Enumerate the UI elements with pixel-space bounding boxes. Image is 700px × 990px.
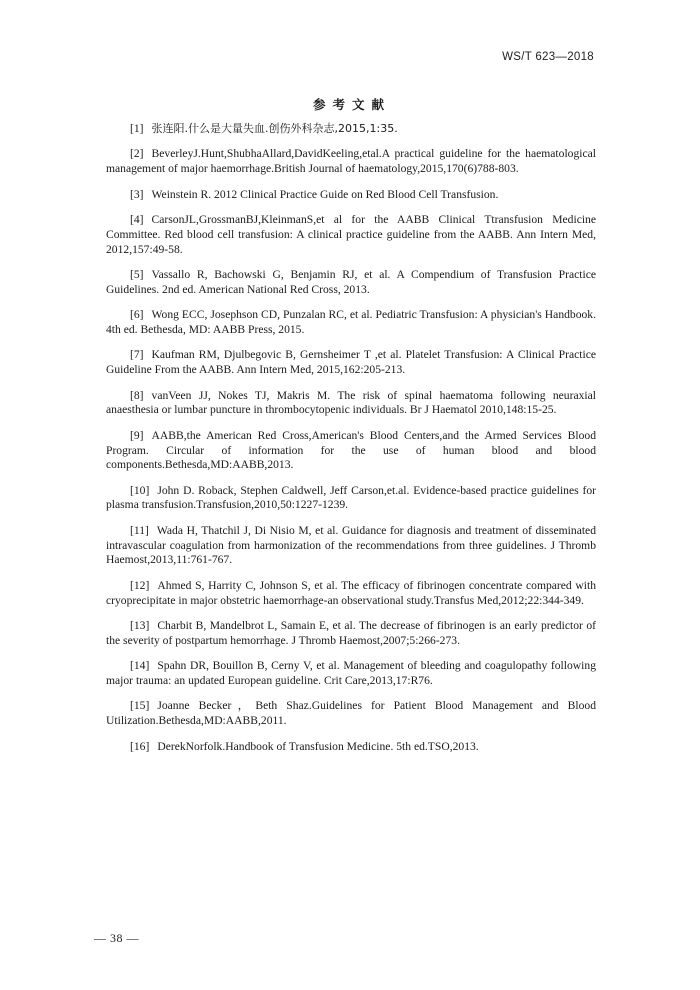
reference-text: DerekNorfolk.Handbook of Transfusion Medicine. 5th ed.TSO,2013.: [157, 739, 479, 753]
reference-number: [5]: [130, 267, 144, 281]
reference-item: [106, 147, 596, 177]
reference-number: [14]: [130, 659, 150, 673]
reference-item: [106, 429, 596, 473]
reference-text: Weinstein R. 2012 Clinical Practice Guide on Red Blood Cell Transfusion.: [151, 187, 499, 201]
reference-text: AABB,the American Red Cross,American's Blood Centers,and the Armed Services Blood Program. Circular of information for the use of human blood and blood components.Bethesda,MD:AABB,2013.: [106, 428, 596, 472]
reference-number: [8]: [130, 388, 144, 402]
reference-number: [2]: [130, 147, 144, 161]
reference-item: [106, 579, 596, 609]
reference-item: [106, 389, 596, 419]
reference-number: [6]: [130, 308, 144, 322]
reference-item: [106, 213, 596, 257]
reference-number: [11]: [130, 523, 149, 537]
reference-item: [106, 268, 596, 298]
reference-list: [106, 122, 596, 765]
reference-text: vanVeen JJ, Nokes TJ, Makris M. The risk of spinal haematoma following neuraxial anaesthesia or lumbar puncture in thrombocytopenic individuals. Br J Haematol 2010,148:15-25.: [106, 388, 596, 417]
reference-text: Wong ECC, Josephson CD, Punzalan RC, et al. Pediatric Transfusion: A physician's Handbook. 4th ed. Bethesda, MD: AABB Press, 2015.: [106, 308, 596, 336]
reference-item: [106, 699, 596, 729]
reference-text: Spahn DR, Bouillon B, Cerny V, et al. Management of bleeding and coagulopathy following major trauma: an updated European guideline. Crit Care,2013,17:R76.: [106, 659, 596, 688]
reference-number: [9]: [130, 428, 144, 442]
reference-item: [106, 524, 596, 568]
reference-item: [106, 122, 596, 137]
reference-item: [106, 348, 596, 378]
reference-item: [106, 619, 596, 649]
reference-text: Joanne Becker，Beth Shaz.Guidelines for Patient Blood Management and Blood Utilization.Bethesda,MD:AABB,2011.: [106, 699, 596, 728]
reference-number: [12]: [130, 578, 150, 592]
reference-number: [13]: [130, 619, 150, 633]
reference-text: Vassallo R, Bachowski G, Benjamin RJ, et al. A Compendium of Transfusion Practice Guidelines. 2nd ed. American National Red Cross, 2013.: [106, 267, 596, 296]
reference-item: [106, 740, 596, 755]
reference-text: Ahmed S, Harrity C, Johnson S, et al. The efficacy of fibrinogen concentrate compared with cryoprecipitate in major obstetric haemorrhage-an observational study.Transfus Med,2012;22:344-349.: [106, 578, 596, 607]
reference-item: [106, 484, 596, 514]
document-code: WS/T 623—2018: [502, 51, 594, 63]
reference-text: 张连阳.什么是大量失血.创伤外科杂志,2015,1:35.: [151, 122, 398, 135]
reference-item: [106, 308, 596, 338]
reference-number: [10]: [130, 483, 150, 497]
reference-number: [7]: [130, 348, 144, 362]
references-heading: 参考文献: [312, 97, 391, 112]
reference-text: CarsonJL,GrossmanBJ,KleinmanS,et al for the AABB Clinical Ttransfusion Medicine Committee. Red blood cell transfusion: A clinical practice guideline from the AABB. Ann Intern Med, 2012,157:49-58.: [106, 212, 596, 256]
reference-text: Kaufman RM, Djulbegovic B, Gernsheimer T ,et al. Platelet Transfusion: A Clinical Practice Guideline From the AABB. Ann Intern Med, 2015,162:205-213.: [106, 348, 596, 377]
reference-text: BeverleyJ.Hunt,ShubhaAllard,DavidKeeling,etal.A practical guideline for the haematological management of major haemorrhage.British Journal of haematology,2015,170(6)788-803.: [106, 147, 596, 176]
reference-number: [4]: [130, 212, 144, 226]
reference-text: John D. Roback, Stephen Caldwell, Jeff Carson,et.al. Evidence-based practice guidelines for plasma transfusion.Transfusion,2010,50:1227-1239.: [106, 483, 596, 512]
reference-item: [106, 659, 596, 689]
page-number: — 38 —: [94, 931, 139, 945]
reference-number: [16]: [130, 739, 150, 753]
reference-item: [106, 188, 596, 203]
reference-text: Charbit B, Mandelbrot L, Samain E, et al. The decrease of fibrinogen is an early predictor of the severity of postpartum hemorrhage. J Thromb Haemost,2007;5:266-273.: [106, 619, 596, 647]
reference-text: Wada H, Thatchil J, Di Nisio M, et al. Guidance for diagnosis and treatment of disseminated intravascular coagulation from harmonization of the recommendations from three guidelines. J Thromb Haemost,2013,11:761-767.: [106, 523, 596, 567]
reference-number: [3]: [130, 187, 144, 201]
reference-number: [1]: [130, 122, 144, 135]
reference-number: [15]: [130, 699, 150, 713]
